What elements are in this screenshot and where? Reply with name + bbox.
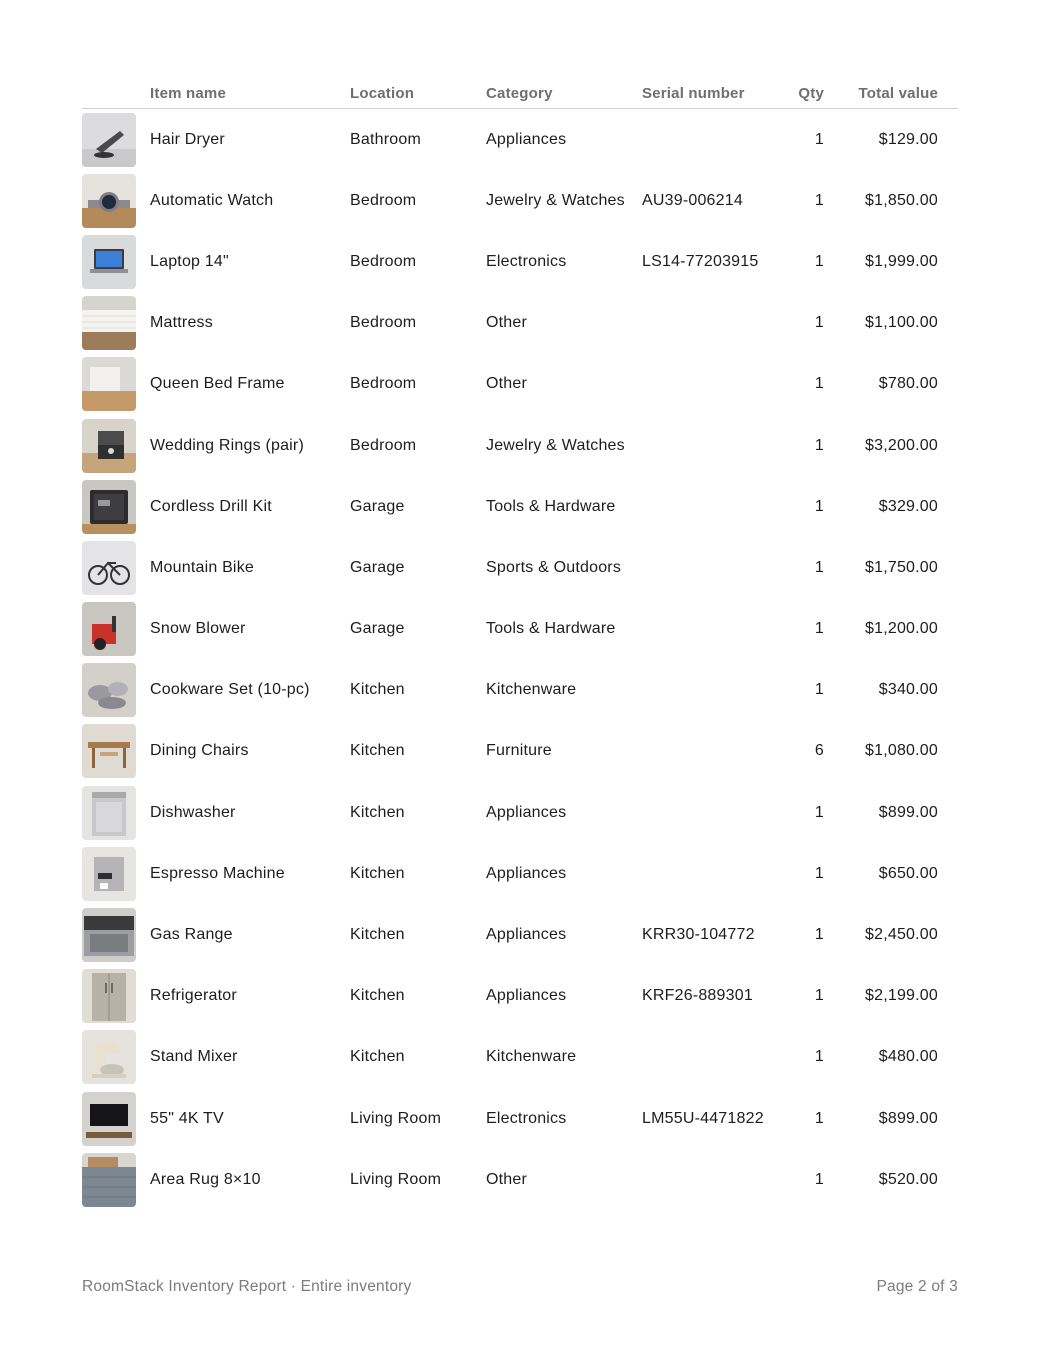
item-category: Furniture xyxy=(486,742,552,760)
category-header: Category xyxy=(486,84,553,102)
item-name: Area Rug 8×10 xyxy=(150,1170,261,1188)
item-location: Kitchen xyxy=(350,681,405,699)
item-category: Jewelry & Watches xyxy=(486,191,625,209)
thumbnail-cell xyxy=(82,908,150,962)
item-total-value: $3,200.00 xyxy=(865,436,938,454)
thumbnail-cell xyxy=(82,847,150,901)
item-category: Appliances xyxy=(486,130,567,148)
table-row xyxy=(82,843,958,904)
hair-dryer-photo xyxy=(82,113,136,167)
table-row xyxy=(82,1088,958,1149)
item-name: Dishwasher xyxy=(150,803,236,821)
item-qty: 1 xyxy=(814,681,824,699)
cookware-photo xyxy=(82,663,136,717)
item-name: Wedding Rings (pair) xyxy=(150,436,304,454)
table-row xyxy=(82,721,958,782)
item-total-value: $650.00 xyxy=(878,864,938,882)
item-location: Bedroom xyxy=(350,314,417,332)
page-number: Page 2 of 3 xyxy=(876,1278,958,1295)
item-total-value: $1,750.00 xyxy=(865,558,938,576)
gas-range-photo xyxy=(82,908,136,962)
item-qty: 1 xyxy=(814,252,824,270)
item-name: Mountain Bike xyxy=(150,558,254,576)
item-location: Kitchen xyxy=(350,1048,405,1066)
item-category: Appliances xyxy=(486,864,567,882)
item-category: Kitchenware xyxy=(486,681,577,699)
item-qty: 1 xyxy=(814,130,824,148)
item-category: Other xyxy=(486,375,528,393)
item-category: Electronics xyxy=(486,1109,567,1127)
thumbnail-cell xyxy=(82,724,150,778)
laptop-photo xyxy=(82,235,136,289)
item-total-value: $899.00 xyxy=(878,1109,938,1127)
item-total-value: $1,999.00 xyxy=(865,252,938,270)
item-location: Garage xyxy=(350,620,405,638)
table-row xyxy=(82,782,958,843)
bike-photo xyxy=(82,541,136,595)
dining-chairs-photo xyxy=(82,724,136,778)
location-header: Location xyxy=(350,84,415,102)
item-qty: 1 xyxy=(814,314,824,332)
item-name: Laptop 14" xyxy=(150,252,229,270)
item-location: Bedroom xyxy=(350,191,417,209)
item-qty: 1 xyxy=(814,436,824,454)
table-row xyxy=(82,231,958,292)
table-row xyxy=(82,170,958,231)
item-total-value: $2,450.00 xyxy=(865,926,938,944)
item-qty: 1 xyxy=(814,864,824,882)
rug-photo xyxy=(82,1153,136,1207)
item-qty: 1 xyxy=(814,1109,824,1127)
report-label: RoomStack Inventory Report · Entire inventory xyxy=(82,1278,412,1295)
item-total-value: $899.00 xyxy=(878,803,938,821)
table-row xyxy=(82,966,958,1027)
item-category: Other xyxy=(486,314,528,332)
qty-header: Qty xyxy=(798,84,824,102)
item-location: Kitchen xyxy=(350,803,405,821)
thumbnail-cell xyxy=(82,786,150,840)
item-location: Kitchen xyxy=(350,864,405,882)
item-total-value: $329.00 xyxy=(878,497,938,515)
watch-photo xyxy=(82,174,136,228)
thumbnail-cell xyxy=(82,357,150,411)
item-total-value: $2,199.00 xyxy=(865,987,938,1005)
refrigerator-photo xyxy=(82,969,136,1023)
item-name: Stand Mixer xyxy=(150,1048,238,1066)
stand-mixer-photo xyxy=(82,1030,136,1084)
item-qty: 1 xyxy=(814,987,824,1005)
item-name: Queen Bed Frame xyxy=(150,375,285,393)
table-row xyxy=(82,599,958,660)
item-category: Tools & Hardware xyxy=(486,497,616,515)
mattress-photo xyxy=(82,296,136,350)
item-category: Jewelry & Watches xyxy=(486,436,625,454)
ring-box-photo xyxy=(82,419,136,473)
item-location: Living Room xyxy=(350,1170,442,1188)
thumbnail-cell xyxy=(82,1092,150,1146)
item-location: Bedroom xyxy=(350,436,417,454)
table-row xyxy=(82,1149,958,1210)
item-name: Cookware Set (10-pc) xyxy=(150,681,310,699)
table-row xyxy=(82,354,958,415)
table-row xyxy=(82,1027,958,1088)
thumbnail-cell xyxy=(82,969,150,1023)
tv-photo xyxy=(82,1092,136,1146)
item-name: Snow Blower xyxy=(150,620,246,638)
item-location: Kitchen xyxy=(350,926,405,944)
item-location: Kitchen xyxy=(350,742,405,760)
item-location: Garage xyxy=(350,558,405,576)
item-total-value: $1,200.00 xyxy=(865,620,938,638)
thumbnail-cell xyxy=(82,419,150,473)
item-name: Gas Range xyxy=(150,926,233,944)
inventory-table xyxy=(82,78,958,1210)
item-qty: 1 xyxy=(814,375,824,393)
item-category: Appliances xyxy=(486,803,567,821)
item-serial-number: LS14-77203915 xyxy=(642,252,759,270)
serial-number-header: Serial number xyxy=(642,84,745,102)
item-category: Sports & Outdoors xyxy=(486,558,622,576)
snow-blower-photo xyxy=(82,602,136,656)
item-name: Espresso Machine xyxy=(150,864,285,882)
thumbnail-cell xyxy=(82,1030,150,1084)
item-category: Other xyxy=(486,1170,528,1188)
item-qty: 1 xyxy=(814,497,824,515)
item-qty: 1 xyxy=(814,1170,824,1188)
thumbnail-cell xyxy=(82,113,150,167)
table-row xyxy=(82,415,958,476)
drill-kit-photo xyxy=(82,480,136,534)
item-total-value: $480.00 xyxy=(878,1048,938,1066)
table-row xyxy=(82,109,958,170)
item-serial-number: KRR30-104772 xyxy=(642,926,755,944)
item-qty: 1 xyxy=(814,1048,824,1066)
item-qty: 6 xyxy=(814,742,824,760)
table-row xyxy=(82,537,958,598)
item-category: Appliances xyxy=(486,987,567,1005)
thumbnail-cell xyxy=(82,602,150,656)
item-location: Bathroom xyxy=(350,130,421,148)
item-name: Refrigerator xyxy=(150,987,237,1005)
item-name: 55" 4K TV xyxy=(150,1109,224,1127)
thumbnail-cell xyxy=(82,235,150,289)
table-header xyxy=(82,78,958,109)
item-total-value: $1,080.00 xyxy=(865,742,938,760)
item-name-header: Item name xyxy=(150,84,226,102)
table-row xyxy=(82,660,958,721)
thumbnail-cell xyxy=(82,1153,150,1207)
item-name: Automatic Watch xyxy=(150,191,274,209)
item-qty: 1 xyxy=(814,803,824,821)
item-total-value: $780.00 xyxy=(878,375,938,393)
table-row xyxy=(82,293,958,354)
item-location: Kitchen xyxy=(350,987,405,1005)
dishwasher-photo xyxy=(82,786,136,840)
item-location: Bedroom xyxy=(350,375,417,393)
item-qty: 1 xyxy=(814,926,824,944)
item-total-value: $1,850.00 xyxy=(865,191,938,209)
item-category: Kitchenware xyxy=(486,1048,577,1066)
thumbnail-cell xyxy=(82,663,150,717)
espresso-machine-photo xyxy=(82,847,136,901)
table-row xyxy=(82,904,958,965)
item-category: Electronics xyxy=(486,252,567,270)
item-total-value: $520.00 xyxy=(878,1170,938,1188)
item-name: Hair Dryer xyxy=(150,130,225,148)
item-name: Dining Chairs xyxy=(150,742,249,760)
table-row xyxy=(82,476,958,537)
item-qty: 1 xyxy=(814,558,824,576)
bed-frame-photo xyxy=(82,357,136,411)
item-qty: 1 xyxy=(814,620,824,638)
item-qty: 1 xyxy=(814,191,824,209)
item-total-value: $1,100.00 xyxy=(865,314,938,332)
item-serial-number: AU39-006214 xyxy=(642,191,743,209)
item-serial-number: LM55U-4471822 xyxy=(642,1109,764,1127)
thumbnail-cell xyxy=(82,541,150,595)
item-total-value: $129.00 xyxy=(878,130,938,148)
item-total-value: $340.00 xyxy=(878,681,938,699)
item-name: Cordless Drill Kit xyxy=(150,497,272,515)
item-location: Bedroom xyxy=(350,252,417,270)
thumbnail-cell xyxy=(82,480,150,534)
item-category: Appliances xyxy=(486,926,567,944)
page-footer xyxy=(82,1278,958,1296)
item-location: Garage xyxy=(350,497,405,515)
item-category: Tools & Hardware xyxy=(486,620,616,638)
total-value-header: Total value xyxy=(858,84,938,102)
thumbnail-cell xyxy=(82,296,150,350)
thumbnail-cell xyxy=(82,174,150,228)
item-serial-number: KRF26-889301 xyxy=(642,987,753,1005)
table-body xyxy=(82,109,958,1210)
item-location: Living Room xyxy=(350,1109,442,1127)
item-name: Mattress xyxy=(150,314,213,332)
